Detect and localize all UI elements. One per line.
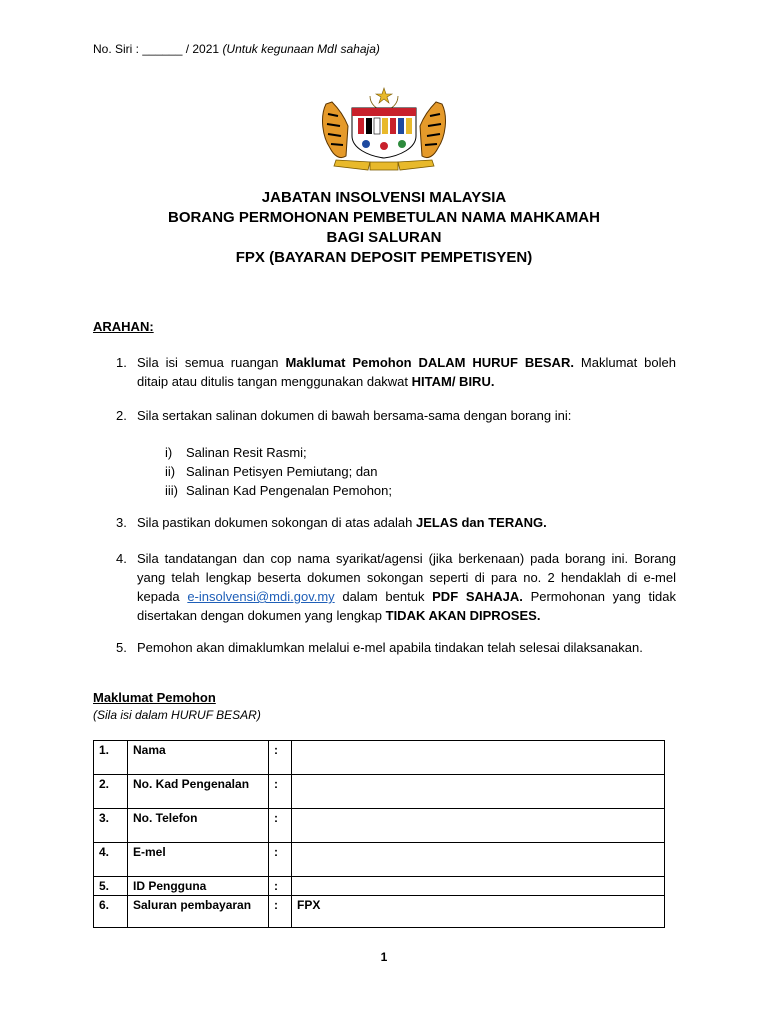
row-number: 1.: [94, 741, 128, 775]
instruction-bold: HITAM/ BIRU.: [411, 374, 495, 389]
list-item-text: Salinan Petisyen Pemiutang; dan: [186, 464, 378, 479]
payment-channel-field[interactable]: FPX: [292, 896, 665, 928]
instruction-text: Sila sertakan salinan dokumen di bawah bersama-sama dengan borang ini:: [137, 408, 572, 423]
row-number: 5.: [94, 877, 128, 896]
table-row: [94, 775, 665, 809]
row-label: No. Kad Pengenalan: [128, 775, 269, 809]
title-line-2: BORANG PERMOHONAN PEMBETULAN NAMA MAHKAMAH: [168, 209, 600, 226]
row-label: No. Telefon: [128, 809, 269, 843]
row-number: 6.: [94, 896, 128, 928]
name-field[interactable]: [292, 741, 665, 775]
list-item-text: Salinan Kad Pengenalan Pemohon;: [186, 483, 392, 498]
row-colon: :: [269, 775, 292, 809]
list-item-number: ii): [165, 464, 176, 479]
instruction-number: 3.: [116, 515, 127, 530]
serial-note: (Untuk kegunaan MdI sahaja): [222, 42, 380, 56]
row-colon: :: [269, 843, 292, 877]
instruction-number: 5.: [116, 640, 127, 655]
serial-number-line: [93, 42, 380, 56]
table-row: [94, 896, 665, 928]
instruction-text: Sila tandatangan dan cop nama syarikat/agensi (jika berkenaan) pada borang ini. Borang yang telah lengkap beserta dokumen sokongan seperti di para no. 2 hendaklah di e-mel kepada: [137, 551, 676, 604]
instruction-text: Maklumat boleh ditaip atau ditulis tangan menggunakan dakwat: [137, 355, 676, 389]
list-item-number: i): [165, 445, 173, 460]
instruction-4: [116, 549, 676, 625]
instruction-bold: Maklumat Pemohon DALAM HURUF BESAR.: [285, 355, 574, 370]
row-number: 3.: [94, 809, 128, 843]
page-number: 1: [380, 950, 388, 964]
instruction-text: Pemohon akan dimaklumkan melalui e-mel apabila tindakan telah selesai dilaksanakan.: [137, 640, 643, 655]
instruction-1: [116, 353, 676, 391]
email-link[interactable]: e-insolvensi@mdi.gov.my: [187, 589, 335, 604]
ic-number-field[interactable]: [292, 775, 665, 809]
instruction-text: Permohonan yang tidak disertakan dengan dokumen yang lengkap: [137, 589, 676, 623]
row-label: E-mel: [128, 843, 269, 877]
malaysia-coat-of-arms-icon: [318, 86, 450, 172]
row-colon: :: [269, 896, 292, 928]
applicant-info-note: (Sila isi dalam HURUF BESAR): [93, 708, 261, 722]
title-line-1: JABATAN INSOLVENSI MALAYSIA: [261, 189, 507, 206]
table-row: [94, 809, 665, 843]
instruction-3: [116, 513, 676, 532]
instruction-bold: PDF SAHAJA.: [432, 589, 523, 604]
instruction-bold: TIDAK AKAN DIPROSES.: [385, 608, 541, 623]
table-row: [94, 741, 665, 775]
phone-field[interactable]: [292, 809, 665, 843]
instruction-number: 4.: [116, 551, 127, 566]
applicant-info-heading: Maklumat Pemohon: [93, 690, 216, 705]
row-colon: :: [269, 741, 292, 775]
applicant-form-table: [93, 740, 665, 928]
row-number: 2.: [94, 775, 128, 809]
document-titles: [0, 188, 768, 268]
row-number: 4.: [94, 843, 128, 877]
instruction-text: Sila isi semua ruangan: [137, 355, 286, 370]
row-label: ID Pengguna: [128, 877, 269, 896]
instructions-heading: ARAHAN:: [93, 319, 154, 334]
table-row: [94, 877, 665, 896]
row-label: Nama: [128, 741, 269, 775]
list-item-number: iii): [165, 483, 178, 498]
title-line-3: BAGI SALURAN: [326, 229, 442, 246]
serial-label: No. Siri : ______ / 2021: [93, 42, 220, 56]
title-line-4: FPX (BAYARAN DEPOSIT PEMPETISYEN): [235, 249, 533, 266]
instruction-number: 1.: [116, 355, 127, 370]
user-id-field[interactable]: [292, 877, 665, 896]
email-field[interactable]: [292, 843, 665, 877]
instruction-text: dalam bentuk: [334, 589, 433, 604]
instruction-bold: JELAS dan TERANG.: [415, 515, 547, 530]
instruction-5: [116, 638, 676, 657]
instruction-text: Sila pastikan dokumen sokongan di atas adalah: [137, 515, 416, 530]
row-colon: :: [269, 809, 292, 843]
instruction-2: [116, 406, 676, 425]
table-row: [94, 843, 665, 877]
list-item-text: Salinan Resit Rasmi;: [186, 445, 307, 460]
row-label: Saluran pembayaran: [128, 896, 269, 928]
instruction-number: 2.: [116, 408, 127, 423]
row-colon: :: [269, 877, 292, 896]
